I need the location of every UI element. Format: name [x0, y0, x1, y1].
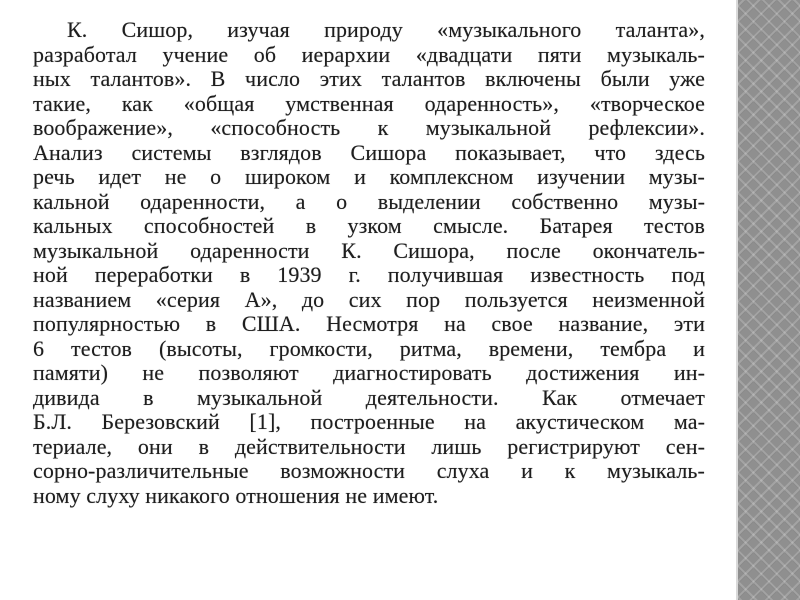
text-line: Анализ системы взглядов Сишора показывает, что здесь	[33, 139, 705, 165]
text-line: Б.Л. Березовский [1], построенные на акустическом ма-	[33, 409, 705, 434]
text-line: кальных способностей в узком смысле. Батарея тестов	[33, 213, 705, 238]
body-text	[33, 18, 705, 508]
text-line: воображение», «способность к музыкальной рефлексии».	[33, 115, 705, 140]
text-line: речь идет не о широком и комплексном изучении музы-	[33, 164, 705, 189]
text-line: названием «серия А», до сих пор пользуется неизменной	[33, 286, 705, 312]
text-line: сорно-различительные возможности слуха и к музыкаль-	[33, 458, 705, 483]
text-line: К. Сишор, изучая природу «музыкального таланта»,	[67, 17, 705, 42]
text-line: популярностью в США. Несмотря на свое название, эти	[33, 311, 705, 336]
text-line: ному слуху никакого отношения не имеют.	[33, 482, 439, 508]
text-line: музыкальной одаренности К. Сишора, после окончатель-	[33, 237, 705, 263]
text-line: териале, они в действительности лишь регистрируют сен-	[33, 433, 705, 459]
decorative-pattern-panel	[738, 0, 800, 600]
text-line: разработал учение об иерархии «двадцати пяти музыкаль-	[33, 41, 705, 67]
text-line: дивида в музыкальной деятельности. Как отмечает	[33, 384, 705, 410]
text-line: такие, как «общая умственная одаренность», «творческое	[33, 90, 705, 116]
text-line: ных талантов». В число этих талантов включены были уже	[33, 66, 705, 91]
text-line: кальной одаренности, а о выделении собственно музы-	[33, 188, 705, 214]
text-line: 6 тестов (высоты, громкости, ритма, времени, тембра и	[33, 335, 705, 361]
text-line: ной переработки в 1939 г. получившая известность под	[33, 262, 705, 287]
text-line: памяти) не позволяют диагностировать достижения ин-	[33, 360, 705, 385]
